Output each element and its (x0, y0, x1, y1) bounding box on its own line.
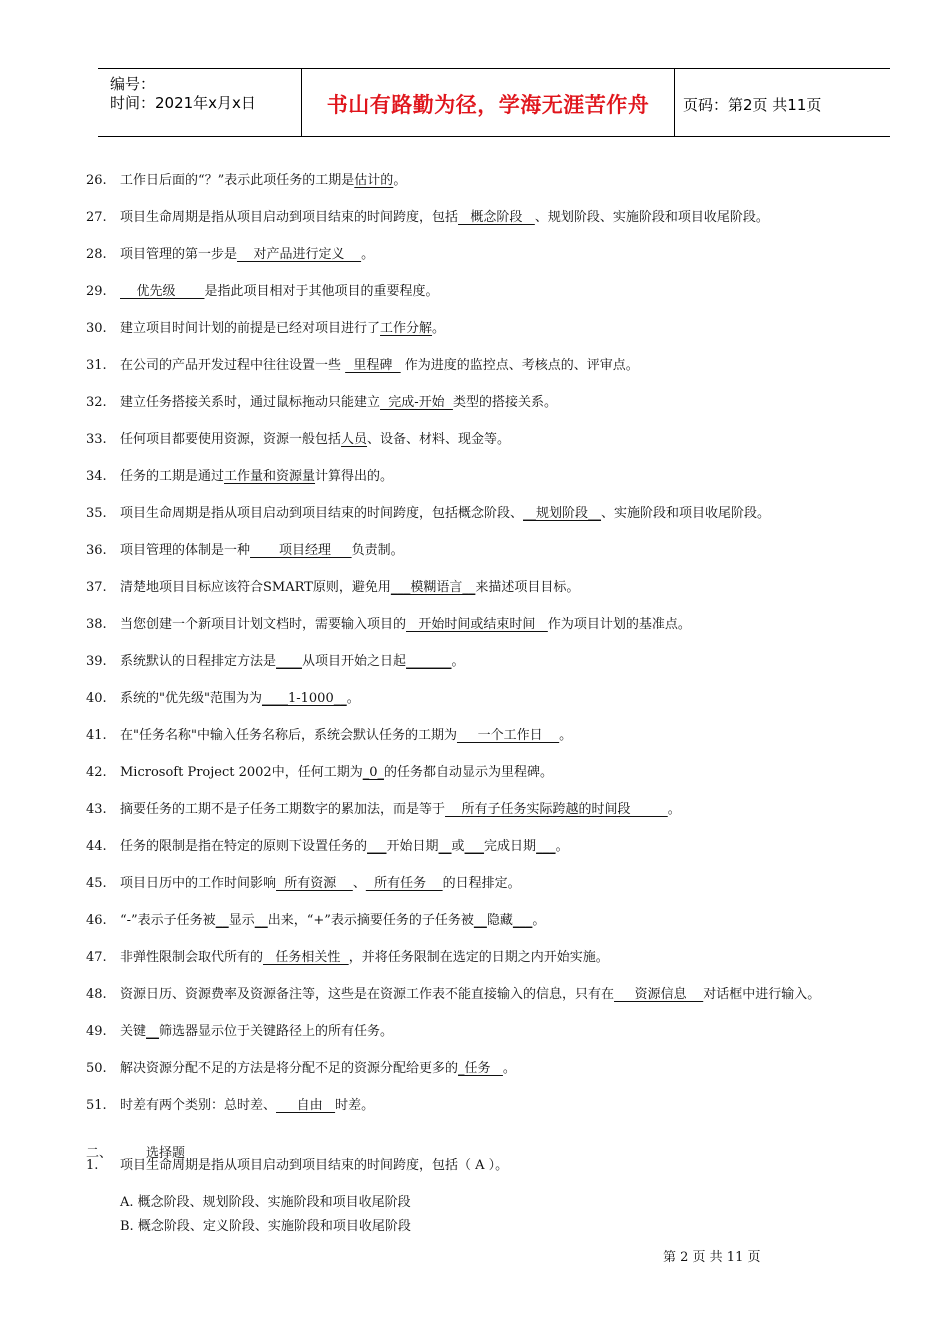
question-segment: 、规划阶段、实施阶段和项目收尾阶段。 (534, 210, 769, 225)
question-segment: 出来，“+”表示摘要任务的子任务被 (267, 913, 474, 928)
question-text (120, 577, 579, 599)
question-segment: 。 (667, 802, 681, 817)
question-number: 47. (86, 950, 107, 965)
question-segment: 在"任务名称"中输入任务名称后，系统会默认任务的工期为 (120, 728, 457, 743)
question-segment: 来描述项目目标。 (475, 580, 580, 595)
question-item (0, 1058, 950, 1080)
question-text (120, 1058, 516, 1080)
question-segment: Microsoft Project 2002中，任何工期为 (120, 765, 363, 780)
question-number: 50. (86, 1061, 107, 1076)
question-number: 40. (86, 691, 107, 706)
question-text (120, 244, 374, 266)
question-text (120, 281, 438, 303)
question-segment: ，并将任务限制在选定的日期之内开始实施。 (348, 950, 609, 965)
question-text (120, 836, 569, 858)
question-item (0, 688, 950, 710)
question-segment: 显示 (228, 913, 255, 928)
number-label: 编号： (110, 75, 156, 93)
answer-blank: ___模糊语言__ (390, 580, 476, 595)
question-text (120, 651, 465, 673)
answer-blank: __ (473, 913, 487, 928)
question-number: 49. (86, 1024, 107, 1039)
question-segment: 在公司的产品开发过程中往往设置一些 (120, 358, 346, 373)
question-text (120, 318, 445, 340)
question-number: 1. (86, 1158, 99, 1173)
question-number: 32. (86, 395, 107, 410)
answer-blank: ____ (276, 654, 303, 669)
question-segment: 的任务都自动显示为里程碑。 (383, 765, 553, 780)
question-segment: 。 (502, 1061, 516, 1076)
answer-blank: 工作分解 (380, 321, 433, 336)
question-text (120, 1021, 393, 1043)
answer-blank: 工作量和资源量 (224, 469, 316, 484)
question-number: 26. (86, 173, 107, 188)
question-number: 41. (86, 728, 107, 743)
question-item (0, 836, 950, 858)
question-segment: 。 (559, 728, 573, 743)
question-item (0, 466, 950, 488)
answer-blank: _______ (406, 654, 452, 669)
question-item (0, 503, 950, 525)
question-number: 36. (86, 543, 107, 558)
question-text (120, 429, 510, 451)
answer-blank: 自由 (276, 1098, 336, 1113)
header-page-cell (675, 69, 890, 136)
answer-blank: __ (254, 913, 268, 928)
question-text (120, 688, 360, 710)
question-segment: 负责制。 (351, 543, 404, 558)
question-item (0, 1021, 950, 1043)
question-item (0, 318, 950, 340)
question-text: 项目生命周期是指从项目启动到项目结束的时间跨度，包括（ A ）。 (120, 1158, 509, 1173)
question-text (120, 1095, 374, 1117)
page-footer: 第 2 页 共 11 页 (663, 1250, 761, 1265)
answer-blank: 所有任务 (365, 876, 443, 891)
time-label: 时间：2021年x月x日 (110, 94, 256, 112)
answer-blank: 人员 (341, 432, 368, 447)
question-segment: 资源日历、资源费率及资源备注等，这些是在资源工作表不能直接输入的信息，只有在 (120, 987, 615, 1002)
question-item (0, 651, 950, 673)
question-segment: 。 (361, 247, 375, 262)
question-segment: 项目管理的体制是一种 (120, 543, 251, 558)
question-number: 42. (86, 765, 107, 780)
question-segment: 是指此项目相对于其他项目的重要程度。 (204, 284, 439, 299)
question-segment: 工作日后面的“？”表示此项任务的工期是 (120, 173, 355, 188)
choice-question (0, 1155, 950, 1177)
question-segment: 。 (346, 691, 360, 706)
section-number: 二、 (86, 1146, 113, 1161)
question-segment: 时差有两个类别：总时差、 (120, 1098, 277, 1113)
answer-blank: __ (215, 913, 229, 928)
answer-blank: 估计的 (354, 173, 394, 188)
question-segment: 计算得出的。 (315, 469, 394, 484)
question-text (120, 910, 545, 932)
question-segment: 。 (532, 913, 546, 928)
answer-blank: ___ (367, 839, 387, 854)
answer-blank: 所有资源 (276, 876, 353, 891)
question-segment: 任务的限制是指在特定的原则下设置任务的 (120, 839, 368, 854)
question-number: 43. (86, 802, 107, 817)
question-segment: 、实施阶段和项目收尾阶段。 (601, 506, 771, 521)
question-segment: 从项目开始之日起 (302, 654, 407, 669)
answer-blank: __ (438, 839, 452, 854)
header-left-cell (98, 69, 302, 136)
question-segment: 任务的工期是通过 (120, 469, 225, 484)
answer-blank: 资源信息 (614, 987, 704, 1002)
question-segment: 作为项目计划的基准点。 (547, 617, 691, 632)
question-segment: 、 (352, 876, 366, 891)
question-item (0, 614, 950, 636)
question-text (120, 170, 406, 192)
option-b: B. 概念阶段、定义阶段、实施阶段和项目收尾阶段 (120, 1219, 411, 1234)
question-text (120, 873, 521, 895)
question-segment: 。 (451, 654, 465, 669)
option-a: A. 概念阶段、规划阶段、实施阶段和项目收尾阶段 (120, 1195, 411, 1210)
question-text (120, 799, 681, 821)
question-segment: 隐藏 (486, 913, 513, 928)
answer-blank: 开始时间或结束时间 (406, 617, 548, 632)
question-segment: 的日程排定。 (442, 876, 521, 891)
question-segment: 系统的"优先级"范围为为 (120, 691, 262, 706)
question-segment: 开始日期 (386, 839, 439, 854)
answer-blank: __规划阶段__ (523, 506, 602, 521)
question-segment: 系统默认的日程排定方法是 (120, 654, 277, 669)
question-segment: 或 (451, 839, 465, 854)
answer-blank: __ (146, 1024, 160, 1039)
question-item (0, 984, 950, 1006)
question-item (0, 947, 950, 969)
question-number: 33. (86, 432, 107, 447)
question-text (120, 355, 639, 377)
answer-blank: ___ (464, 839, 485, 854)
question-segment: 。 (393, 173, 407, 188)
question-segment: 项目生命周期是指从项目启动到项目结束的时间跨度，包括 (120, 210, 459, 225)
question-number: 39. (86, 654, 107, 669)
answer-blank: 一个工作日 (456, 728, 560, 743)
question-item (0, 1095, 950, 1117)
answer-blank: _0_ (362, 765, 384, 780)
question-number: 48. (86, 987, 107, 1002)
question-segment: 类型的搭接关系。 (452, 395, 557, 410)
section-title: 选择题 (146, 1146, 186, 1161)
question-number: 44. (86, 839, 107, 854)
page-header (98, 68, 890, 137)
header-motto-cell (302, 69, 675, 136)
question-number: 30. (86, 321, 107, 336)
answer-blank: 优先级 (120, 284, 205, 299)
question-segment: 项目管理的第一步是 (120, 247, 238, 262)
question-text (120, 392, 557, 414)
question-item (0, 207, 950, 229)
question-segment: 任何项目都要使用资源，资源一般包括 (120, 432, 342, 447)
question-segment: 完成日期 (484, 839, 537, 854)
question-text (120, 762, 553, 784)
question-item (0, 577, 950, 599)
question-number: 31. (86, 358, 107, 373)
question-text (120, 947, 609, 969)
question-item (0, 910, 950, 932)
question-segment: 解决资源分配不足的方法是将分配不足的资源分配给更多的 (120, 1061, 459, 1076)
question-number: 38. (86, 617, 107, 632)
question-segment: 当您创建一个新项目计划文档时，需要输入项目的 (120, 617, 407, 632)
answer-blank: 里程碑 (345, 358, 401, 373)
question-text (120, 984, 820, 1006)
answer-blank: ___ (536, 839, 556, 854)
question-item (0, 799, 950, 821)
question-segment: 建立任务搭接关系时，通过鼠标拖动只能建立 (120, 395, 381, 410)
question-segment: 项目生命周期是指从项目启动到项目结束的时间跨度，包括概念阶段、 (120, 506, 524, 521)
question-segment: 作为进度的监控点、考核点的、评审点。 (400, 358, 639, 373)
question-segment: 非弹性限制会取代所有的 (120, 950, 264, 965)
question-item (0, 725, 950, 747)
question-segment: 。 (432, 321, 446, 336)
question-item (0, 873, 950, 895)
question-segment: 摘要任务的工期不是子任务工期数字的累加法，而是等于 (120, 802, 446, 817)
answer-blank: 项目经理 (250, 543, 352, 558)
question-item (0, 170, 950, 192)
question-number: 51. (86, 1098, 107, 1113)
question-segment: 项目日历中的工作时间影响 (120, 876, 277, 891)
question-item (0, 355, 950, 377)
question-text (120, 614, 691, 636)
question-number: 29. (86, 284, 107, 299)
answer-blank: 任务相关性 (263, 950, 349, 965)
answer-blank: 概念阶段 (458, 210, 535, 225)
question-item (0, 762, 950, 784)
answer-blank: 完成-开始 (380, 395, 453, 410)
question-segment: 清楚地项目目标应该符合SMART原则，避免用 (120, 580, 391, 595)
question-number: 37. (86, 580, 107, 595)
question-number: 45. (86, 876, 107, 891)
question-number: 27. (86, 210, 107, 225)
question-item (0, 281, 950, 303)
answer-blank: ____1-1000__ (261, 691, 347, 706)
answer-blank: 所有子任务实际跨越的时间段 (445, 802, 668, 817)
question-segment: 筛选器显示位于关键路径上的所有任务。 (159, 1024, 394, 1039)
question-text (120, 207, 769, 229)
question-text (120, 540, 404, 562)
page-number-label: 页码：第2页 共11页 (683, 96, 822, 114)
question-number: 34. (86, 469, 107, 484)
motto-text: 书山有路勤为径，学海无涯苦作舟 (326, 92, 650, 117)
question-text (120, 503, 770, 525)
question-text (120, 466, 393, 488)
answer-blank: 对产品进行定义 (237, 247, 362, 262)
question-item (0, 244, 950, 266)
question-segment: “-”表示子任务被 (120, 913, 216, 928)
question-segment: 建立项目时间计划的前提是已经对项目进行了 (120, 321, 381, 336)
question-item (0, 392, 950, 414)
question-number: 35. (86, 506, 107, 521)
question-number: 46. (86, 913, 107, 928)
question-segment: 关键 (120, 1024, 147, 1039)
question-segment: 。 (555, 839, 569, 854)
answer-blank: _任务 (458, 1061, 503, 1076)
question-number: 28. (86, 247, 107, 262)
question-segment: 、设备、材料、现金等。 (367, 432, 511, 447)
answer-blank: ___ (512, 913, 533, 928)
question-item (0, 540, 950, 562)
question-segment: 时差。 (335, 1098, 375, 1113)
question-text (120, 725, 572, 747)
question-segment: 对话框中进行输入。 (703, 987, 821, 1002)
question-item (0, 429, 950, 451)
